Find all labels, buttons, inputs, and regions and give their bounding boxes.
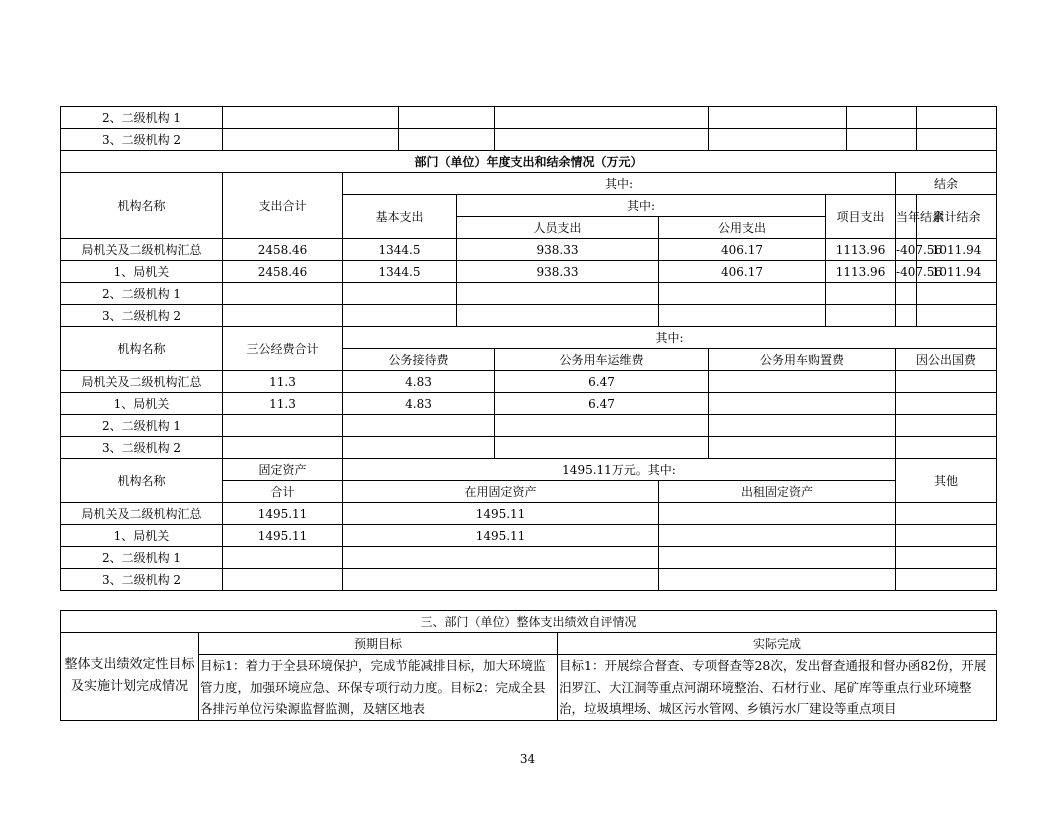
expense-data-row (61, 261, 997, 283)
performance-title-row (61, 611, 997, 633)
expense-data-row (61, 239, 997, 261)
header-expected: 预期目标 (199, 633, 558, 655)
sangong-header-row (61, 327, 997, 349)
sangong-data-row (61, 415, 997, 437)
header-abroad: 因公出国费 (896, 349, 997, 371)
org-name-cell: 3、二级机构 2 (61, 129, 223, 151)
value-cell: 4.83 (343, 371, 495, 393)
value-cell: 6.47 (495, 393, 709, 415)
value-cell: 6.47 (495, 371, 709, 393)
page-number: 34 (519, 752, 536, 766)
value-cell: 11.3 (223, 393, 343, 415)
org-name-cell: 2、二级机构 1 (61, 107, 223, 129)
sangong-data-row (61, 393, 997, 415)
header-assets-total-line1: 固定资产 (223, 459, 343, 481)
org-name-cell: 局机关及二级机构汇总 (61, 239, 223, 261)
expense-header-row (61, 173, 997, 195)
org-name-cell: 1、局机关 (61, 393, 223, 415)
header-qizhong: 其中: (343, 173, 896, 195)
performance-table (60, 610, 997, 721)
assets-data-row (61, 569, 997, 591)
value-cell: 2458.46 (223, 239, 343, 261)
performance-body-row (61, 655, 997, 721)
value-cell: 938.33 (457, 261, 659, 283)
header-balance: 结余 (896, 173, 997, 195)
assets-data-row (61, 547, 997, 569)
value-cell: 1495.11 (343, 525, 659, 547)
value-cell: 1113.96 (826, 239, 896, 261)
header-expense-total: 支出合计 (223, 173, 343, 239)
header-org-name: 机构名称 (61, 327, 223, 371)
org-name-cell: 局机关及二级机构汇总 (61, 371, 223, 393)
header-basic-expense: 基本支出 (343, 195, 457, 239)
assets-data-row (61, 503, 997, 525)
actual-text: 目标1：开展综合督查、专项督查等28次，发出督查通报和督办函82份，开展汨罗江、大江洞等重点河湖环境整治、石材行业、尾矿库等重点行业环境整治，垃圾填埋场、城区污水管网、乡镇污水厂建设等重点项目 (558, 655, 997, 721)
top-row (61, 107, 997, 129)
org-name-cell: 1、局机关 (61, 525, 223, 547)
value-cell: 4.83 (343, 393, 495, 415)
header-reception: 公务接待费 (343, 349, 495, 371)
value-cell: 1495.11 (343, 503, 659, 525)
header-personnel-expense: 人员支出 (457, 217, 659, 239)
value-cell: 406.17 (659, 261, 826, 283)
header-vehicle-buy: 公务用车购置费 (709, 349, 896, 371)
value-cell: 938.33 (457, 239, 659, 261)
performance-header-row (61, 633, 997, 655)
header-in-use: 在用固定资产 (343, 481, 659, 503)
budget-tables (60, 106, 997, 591)
header-assets-total-line2: 合计 (223, 481, 343, 503)
org-name-cell: 局机关及二级机构汇总 (61, 503, 223, 525)
header-assets-summary: 1495.11万元。其中: (343, 459, 896, 481)
value-cell: -407.56 (896, 239, 917, 261)
expense-data-row (61, 305, 997, 327)
value-cell: 406.17 (659, 239, 826, 261)
value-cell: 1113.96 (826, 261, 896, 283)
performance-section-title: 三、部门（单位）整体支出绩效自评情况 (61, 611, 997, 633)
header-org-name: 机构名称 (61, 173, 223, 239)
header-rented: 出租固定资产 (659, 481, 896, 503)
header-public-expense: 公用支出 (659, 217, 826, 239)
value-cell: 1344.5 (343, 261, 457, 283)
header-project-expense: 项目支出 (826, 195, 896, 239)
org-name-cell: 3、二级机构 2 (61, 437, 223, 459)
top-row (61, 129, 997, 151)
assets-header-row (61, 459, 997, 481)
value-cell: 1495.11 (223, 503, 343, 525)
value-cell: -407.56 (896, 261, 917, 283)
expected-text: 目标1：着力于全县环境保护，完成节能减排目标，加大环境监管力度，加强环境应急、环保专项行动力度。目标2：完成全县各排污单位污染源监督监测，及辖区地表 (199, 655, 558, 721)
header-year-balance: 当年结余 (896, 195, 917, 239)
value-cell: 1011.94 (917, 239, 997, 261)
org-name-cell: 3、二级机构 2 (61, 569, 223, 591)
header-actual: 实际完成 (558, 633, 997, 655)
org-name-cell: 1、局机关 (61, 261, 223, 283)
org-name-cell: 3、二级机构 2 (61, 305, 223, 327)
assets-data-row (61, 525, 997, 547)
expense-section-title: 部门（单位）年度支出和结余情况（万元） (61, 151, 997, 173)
header-qizhong: 其中: (343, 327, 997, 349)
header-vehicle-run: 公务用车运维费 (495, 349, 709, 371)
org-name-cell: 2、二级机构 1 (61, 283, 223, 305)
expense-title-row (61, 151, 997, 173)
sangong-data-row (61, 437, 997, 459)
header-cum-balance: 累计结余 (917, 195, 997, 239)
value-cell: 11.3 (223, 371, 343, 393)
sangong-data-row (61, 371, 997, 393)
header-org-name: 机构名称 (61, 459, 223, 503)
header-sangong-total: 三公经费合计 (223, 327, 343, 371)
value-cell: 1011.94 (917, 261, 997, 283)
value-cell: 1495.11 (223, 525, 343, 547)
expense-data-row (61, 283, 997, 305)
performance-label: 整体支出绩效定性目标及实施计划完成情况 (61, 633, 199, 721)
value-cell: 1344.5 (343, 239, 457, 261)
value-cell: 2458.46 (223, 261, 343, 283)
header-other: 其他 (896, 459, 997, 503)
header-qizhong-2: 其中: (457, 195, 826, 217)
org-name-cell: 2、二级机构 1 (61, 415, 223, 437)
org-name-cell: 2、二级机构 1 (61, 547, 223, 569)
